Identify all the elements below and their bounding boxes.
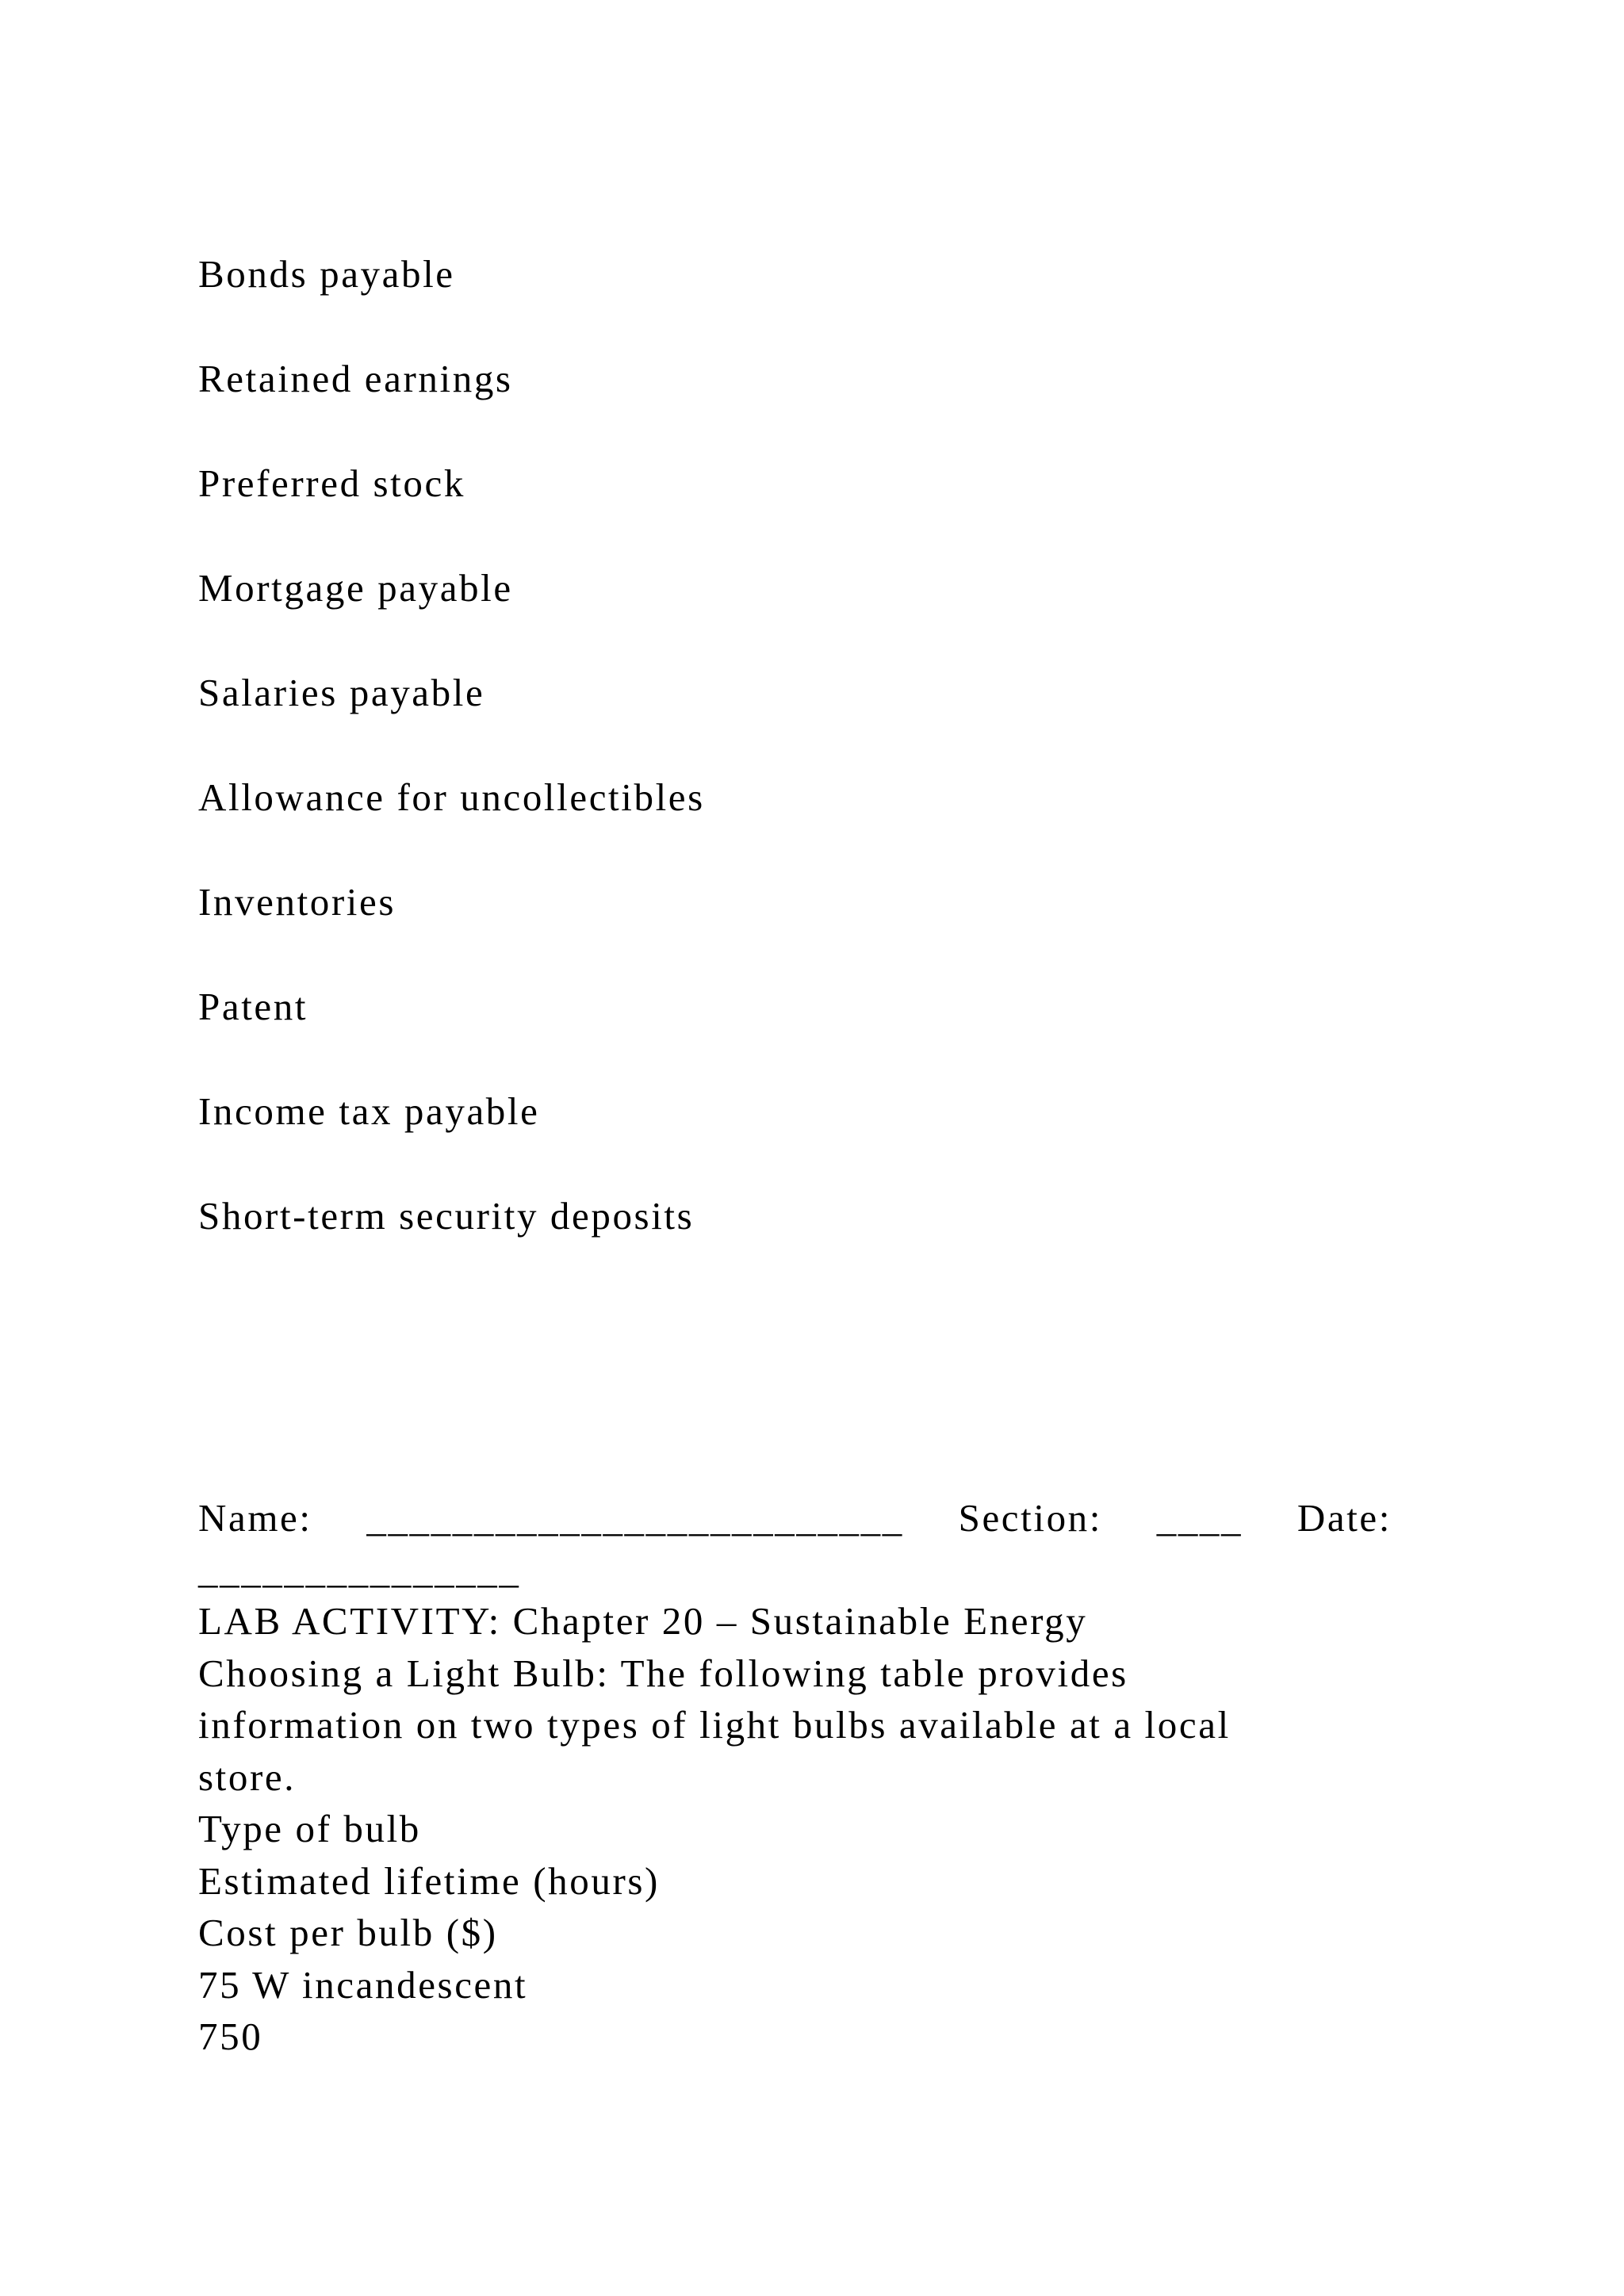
account-item-preferred-stock: Preferred stock <box>198 461 465 505</box>
table-cell-bulb-type: 75 W incandescent <box>198 1962 528 2007</box>
table-header-estimated-lifetime: Estimated lifetime (hours) <box>198 1858 660 1903</box>
lab-title: LAB ACTIVITY: Chapter 20 – Sustainable Energy <box>198 1599 1088 1643</box>
student-info-line <box>198 1492 1392 1595</box>
section-label: Section: <box>958 1496 1102 1540</box>
date-label: Date: <box>1297 1496 1392 1540</box>
account-item-allowance-for-uncollectibles: Allowance for uncollectibles <box>198 775 705 819</box>
account-item-salaries-payable: Salaries payable <box>198 671 485 714</box>
name-blank: _________________________ <box>366 1496 904 1540</box>
account-item-income-tax-payable: Income tax payable <box>198 1089 540 1133</box>
table-header-type-of-bulb: Type of bulb <box>198 1807 421 1850</box>
lab-worksheet <box>198 1492 1435 2063</box>
account-item-bonds-payable: Bonds payable <box>198 252 455 296</box>
account-item-mortgage-payable: Mortgage payable <box>198 566 513 610</box>
account-item-patent: Patent <box>198 985 308 1028</box>
lab-intro-line-1: Choosing a Light Bulb: The following table provides <box>198 1651 1128 1695</box>
lab-intro-line-3: store. <box>198 1755 297 1799</box>
table-header-cost-per-bulb: Cost per bulb ($) <box>198 1911 498 1954</box>
name-label: Name: <box>198 1496 312 1540</box>
account-item-retained-earnings: Retained earnings <box>198 357 513 400</box>
date-blank: _______________ <box>198 1548 521 1591</box>
table-cell-lifetime: 750 <box>198 2015 263 2058</box>
section-blank: ____ <box>1156 1496 1243 1540</box>
account-item-inventories: Inventories <box>198 880 396 924</box>
account-item-short-term-security-deposits: Short-term security deposits <box>198 1194 695 1238</box>
lab-intro-line-2: information on two types of light bulbs available at a local <box>198 1703 1231 1747</box>
